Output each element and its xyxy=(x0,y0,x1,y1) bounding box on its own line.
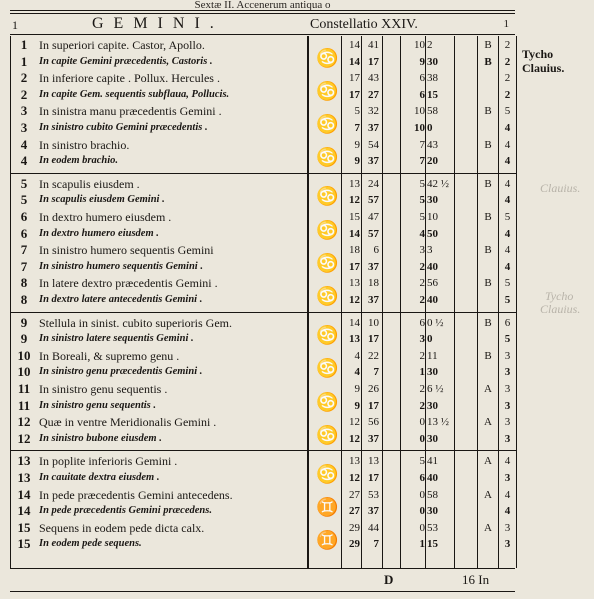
cell-latmin: 10 xyxy=(427,211,438,223)
cell-latdeg: 9 xyxy=(419,55,425,68)
cell-num: 9 xyxy=(20,314,28,330)
cell-num: 8 xyxy=(20,292,28,307)
cell-num: 12 xyxy=(17,430,31,446)
cell-num: 1 xyxy=(20,53,28,69)
zodiac-sign-icon: ♋ xyxy=(316,286,339,306)
cell-deg: 9 xyxy=(354,399,360,412)
cell-num: 2 xyxy=(20,86,28,102)
cell-latmin: 42 ½ xyxy=(427,177,449,190)
cell-dir: A xyxy=(484,488,492,501)
cell-latmin: 40 xyxy=(427,294,438,306)
cell-mag: 3 xyxy=(504,521,511,534)
cell-num: 1 xyxy=(20,37,28,52)
cell-min: 24 xyxy=(368,177,379,190)
cell-min: 37 xyxy=(368,155,379,168)
cell-desc: In sinistro latere sequentis Gemini . xyxy=(39,333,194,345)
cell-latdeg: 5 xyxy=(419,455,425,468)
cell-min: 47 xyxy=(368,211,379,223)
table-row xyxy=(11,399,516,413)
cell-mag: 4 xyxy=(504,505,511,518)
cell-deg: 14 xyxy=(349,316,360,329)
cell-latmin: 30 xyxy=(427,194,438,207)
cell-deg: 9 xyxy=(354,138,360,151)
cell-desc: In sinistro cubito Gemini præcedentis . xyxy=(39,122,208,133)
cell-min: 32 xyxy=(368,105,379,118)
cell-num: 11 xyxy=(17,381,31,396)
cell-latdeg: 0 xyxy=(419,416,425,429)
table-row xyxy=(11,260,516,274)
cell-deg: 7 xyxy=(354,122,360,134)
cell-latmin: 0 xyxy=(427,122,433,134)
cell-latdeg: 4 xyxy=(419,227,425,240)
cell-mag: 4 xyxy=(504,260,511,273)
cell-desc: Stellula in sinist. cubito superioris Gem. xyxy=(39,315,232,330)
table-row xyxy=(11,55,516,69)
cell-mag: 3 xyxy=(504,383,511,395)
margin-note-tycho: Tycho xyxy=(522,47,554,61)
cell-num: 14 xyxy=(17,486,31,502)
cell-min: 7 xyxy=(373,538,379,551)
cell-dir: B xyxy=(484,55,492,68)
table-row xyxy=(11,71,516,85)
cell-num: 15 xyxy=(17,536,31,552)
cell-deg: 12 xyxy=(349,432,360,445)
cell-latmin: 38 xyxy=(427,72,438,85)
cell-min: 17 xyxy=(368,399,379,412)
cell-dir: B xyxy=(484,138,492,151)
cell-deg: 12 xyxy=(349,472,360,484)
table-row xyxy=(11,537,516,551)
cell-mag: 5 xyxy=(504,294,511,306)
cell-min: 18 xyxy=(368,277,379,290)
cell-dir: A xyxy=(484,416,492,429)
margin-note-clauius: Clauius. xyxy=(522,61,565,75)
cell-deg: 14 xyxy=(349,39,360,51)
zodiac-sign-icon: ♋ xyxy=(316,252,339,273)
cell-desc: Sequens in eodem pede dicta calx. xyxy=(39,520,205,535)
cell-min: 7 xyxy=(373,366,379,379)
page-footer xyxy=(10,568,515,592)
cell-min: 10 xyxy=(368,316,379,329)
cell-desc: In dextro latere antecedentis Gemini . xyxy=(39,294,203,305)
cell-num: 6 xyxy=(20,209,28,224)
table-row xyxy=(11,432,516,446)
cell-desc: In sinistro genu sequentis . xyxy=(39,382,168,396)
cell-deg: 13 xyxy=(349,333,360,346)
cell-num: 13 xyxy=(17,453,31,469)
table-row xyxy=(11,243,516,257)
cell-latmin: 53 xyxy=(427,521,438,534)
margin-note-tycho: Tycho xyxy=(545,289,574,303)
cell-latdeg: 5 xyxy=(419,194,425,207)
cell-desc: In inferiore capite . Pollux. Hercules . xyxy=(39,71,220,86)
cell-latdeg: 5 xyxy=(419,211,425,223)
cell-latmin: 3 xyxy=(427,244,433,257)
cell-desc: In poplite inferioris Gemini . xyxy=(39,454,178,469)
cell-latdeg: 10 xyxy=(414,39,425,51)
cell-min: 53 xyxy=(368,488,379,501)
cell-latdeg: 0 xyxy=(419,488,425,501)
cell-num: 5 xyxy=(20,192,28,208)
table-row xyxy=(11,454,516,468)
cell-latmin: 43 xyxy=(427,138,438,151)
cell-dir: A xyxy=(484,521,492,534)
cell-desc: In eodem pede sequens. xyxy=(39,538,142,550)
cell-min: 37 xyxy=(368,505,379,518)
table-row xyxy=(11,210,516,224)
zodiac-sign-icon: ♋ xyxy=(316,186,339,207)
cell-latmin: 58 xyxy=(427,488,438,501)
cell-num: 10 xyxy=(17,364,31,380)
cell-num: 3 xyxy=(20,103,28,119)
cell-deg: 12 xyxy=(349,416,360,429)
group-separator xyxy=(11,450,516,451)
cell-deg: 9 xyxy=(354,155,360,168)
table-row xyxy=(11,193,516,207)
cell-latdeg: 7 xyxy=(419,155,425,168)
cell-latmin: 56 xyxy=(427,277,438,290)
cell-deg: 29 xyxy=(349,538,360,551)
table-row xyxy=(11,38,516,52)
cell-mag: 5 xyxy=(504,333,511,346)
cell-dir: B xyxy=(484,211,492,223)
table-row xyxy=(11,177,516,191)
cell-num: 6 xyxy=(20,225,28,241)
cell-desc: In capite Gemini præcedentis, Castoris . xyxy=(39,55,213,67)
cell-latmin: 58 xyxy=(427,105,438,118)
cell-latmin: 30 xyxy=(427,366,438,379)
cell-desc: In sinistro genu sequentis . xyxy=(39,399,156,411)
zodiac-sign-icon: ♋ xyxy=(316,464,339,484)
table-row xyxy=(11,276,516,290)
cell-deg: 17 xyxy=(349,260,360,273)
group-separator xyxy=(11,312,516,313)
zodiac-sign-icon: ♋ xyxy=(316,391,339,412)
constellation-name: GEMINI. xyxy=(92,15,224,32)
cell-num: 12 xyxy=(17,414,31,430)
cell-num: 14 xyxy=(17,503,31,519)
cell-mag: 4 xyxy=(504,227,511,240)
cell-deg: 9 xyxy=(354,383,360,395)
cell-min: 57 xyxy=(368,227,379,240)
cell-min: 17 xyxy=(368,55,379,68)
table-row xyxy=(11,293,516,307)
cell-deg: 4 xyxy=(354,366,360,379)
cell-mag: 3 xyxy=(504,416,511,429)
zodiac-sign-icon: ♋ xyxy=(316,47,339,68)
cell-min: 41 xyxy=(368,39,379,51)
cell-min: 6 xyxy=(373,244,379,257)
cell-mag: 2 xyxy=(504,39,511,51)
constellation-number: Constellatio XXIV. xyxy=(310,17,418,32)
cell-latmin: 0 xyxy=(427,333,433,346)
cell-desc: In sinistro genu præcedentis Gemini . xyxy=(39,366,203,378)
cell-num: 8 xyxy=(20,275,28,291)
cell-deg: 29 xyxy=(349,521,360,534)
table-row xyxy=(11,365,516,379)
running-head: Sextæ II. Accenerum antiqua o xyxy=(10,0,515,11)
cell-latdeg: 3 xyxy=(419,333,425,346)
cell-latdeg: 7 xyxy=(419,138,425,151)
cell-latmin: 6 ½ xyxy=(427,383,444,395)
cell-latdeg: 0 xyxy=(419,432,425,445)
table-row xyxy=(11,332,516,346)
zodiac-sign-icon: ♋ xyxy=(316,358,339,379)
table-row xyxy=(11,121,516,135)
cell-latdeg: 5 xyxy=(419,177,425,190)
cell-deg: 27 xyxy=(349,505,360,518)
zodiac-sign-icon: ♋ xyxy=(316,147,339,168)
cell-latdeg: 2 xyxy=(419,277,425,290)
cell-latdeg: 2 xyxy=(419,349,425,362)
cell-min: 22 xyxy=(368,349,379,362)
table-row xyxy=(11,138,516,152)
table-row xyxy=(11,488,516,502)
cell-latmin: 50 xyxy=(427,227,438,240)
table-row xyxy=(11,521,516,535)
cell-min: 56 xyxy=(368,416,379,429)
cell-num: 13 xyxy=(17,470,31,485)
cell-desc: Quæ in ventre Meridionalis Gemini . xyxy=(39,415,217,430)
cell-deg: 13 xyxy=(349,177,360,190)
zodiac-sign-icon: ♋ xyxy=(316,219,339,240)
cell-latmin: 15 xyxy=(427,538,438,551)
zodiac-sign-icon: ♊ xyxy=(316,530,339,551)
cell-num: 7 xyxy=(20,258,28,274)
cell-mag: 3 xyxy=(504,399,511,412)
table-row xyxy=(11,349,516,363)
margin-note-clauius: Clauius. xyxy=(540,181,581,195)
cell-dir: B xyxy=(484,244,492,257)
cell-latdeg: 6 xyxy=(419,472,425,484)
cell-desc: In superiori capite. Castor, Apollo. xyxy=(39,38,205,52)
cell-min: 27 xyxy=(368,88,379,101)
table-row xyxy=(11,104,516,118)
cell-latmin: 20 xyxy=(427,155,438,168)
cell-latmin: 40 xyxy=(427,260,438,273)
cell-latdeg: 6 xyxy=(419,316,425,329)
cell-min: 37 xyxy=(368,260,379,273)
table-row xyxy=(11,382,516,396)
star-catalogue-table xyxy=(10,36,517,568)
cell-deg: 14 xyxy=(349,227,360,240)
cell-latdeg: 10 xyxy=(414,122,425,134)
margin-note-clauius: Clauius. xyxy=(540,302,581,316)
cell-num: 10 xyxy=(17,347,31,363)
cell-latdeg: 6 xyxy=(419,72,425,85)
cell-latdeg: 2 xyxy=(419,399,425,412)
cell-min: 17 xyxy=(368,333,379,346)
cell-latdeg: 1 xyxy=(419,366,425,379)
cell-desc: In sinistro brachio. xyxy=(39,137,130,152)
cell-desc: In pede præcedentis Gemini præcedens. xyxy=(39,505,212,517)
cell-min: 17 xyxy=(368,472,379,484)
cell-mag: 3 xyxy=(504,432,511,445)
cell-mag: 2 xyxy=(504,88,511,101)
cell-desc: In sinistro humero sequentis Gemini . xyxy=(39,260,203,272)
cell-deg: 12 xyxy=(349,194,360,207)
zodiac-sign-icon: ♊ xyxy=(316,497,339,518)
cell-mag: 4 xyxy=(504,455,511,468)
catchword: 16 In xyxy=(462,572,490,587)
cell-min: 57 xyxy=(368,194,379,207)
cell-latdeg: 10 xyxy=(414,105,425,118)
cell-min: 54 xyxy=(368,138,379,151)
cell-mag: 5 xyxy=(504,211,511,223)
cell-latmin: 30 xyxy=(427,55,438,68)
header-left-number: 1 xyxy=(12,18,18,32)
cell-latdeg: 1 xyxy=(419,538,425,551)
cell-dir: A xyxy=(484,383,492,395)
cell-deg: 18 xyxy=(349,244,360,257)
cell-deg: 13 xyxy=(349,277,360,290)
cell-mag: 3 xyxy=(504,349,511,362)
cell-latmin: 30 xyxy=(427,505,438,518)
cell-desc: In sinistra manu præcedentis Gemini . xyxy=(39,104,222,119)
cell-num: 11 xyxy=(17,397,31,413)
cell-desc: In dextro humero eiusdem . xyxy=(39,227,159,239)
cell-mag: 4 xyxy=(504,194,511,207)
cell-latdeg: 6 xyxy=(419,88,425,101)
cell-latmin: 41 xyxy=(427,455,438,468)
cell-min: 13 xyxy=(368,455,379,468)
cell-desc: In dextro humero eiusdem . xyxy=(39,210,172,224)
cell-mag: 6 xyxy=(504,316,511,329)
group-separator xyxy=(11,173,516,174)
cell-latdeg: 0 xyxy=(419,505,425,518)
cell-latdeg: 3 xyxy=(419,244,425,257)
cell-num: 2 xyxy=(20,70,28,86)
cell-num: 4 xyxy=(20,153,28,169)
cell-deg: 13 xyxy=(349,455,360,468)
cell-latdeg: 2 xyxy=(419,294,425,306)
zodiac-sign-icon: ♋ xyxy=(316,80,339,101)
cell-dir: B xyxy=(484,277,492,290)
cell-dir: B xyxy=(484,349,492,362)
cell-mag: 4 xyxy=(504,122,511,134)
cell-deg: 4 xyxy=(354,349,360,362)
cell-dir: A xyxy=(484,455,492,468)
table-row xyxy=(11,504,516,518)
cell-min: 44 xyxy=(368,521,379,534)
cell-mag: 4 xyxy=(504,155,511,168)
cell-num: 7 xyxy=(20,242,28,258)
cell-desc: In pede præcedentis Gemini antecedens. xyxy=(39,487,233,502)
cell-min: 43 xyxy=(368,72,379,85)
cell-num: 4 xyxy=(20,136,28,152)
zodiac-sign-icon: ♋ xyxy=(316,424,339,445)
cell-num: 15 xyxy=(17,519,31,535)
cell-mag: 5 xyxy=(504,277,511,290)
cell-mag: 5 xyxy=(504,105,511,118)
cell-min: 37 xyxy=(368,294,379,306)
cell-desc: In eodem brachio. xyxy=(39,155,119,167)
cell-deg: 12 xyxy=(349,294,360,306)
cell-latmin: 11 xyxy=(427,349,438,362)
cell-latdeg: 2 xyxy=(419,383,425,395)
cell-latmin: 0 ½ xyxy=(427,316,444,329)
table-row xyxy=(11,227,516,241)
cell-min: 37 xyxy=(368,122,379,134)
cell-desc: In latere dextro præcedentis Gemini . xyxy=(39,276,218,291)
cell-mag: 4 xyxy=(504,138,511,151)
cell-desc: In scapulis eiusdem Gemini . xyxy=(39,194,165,206)
cell-mag: 3 xyxy=(504,472,511,484)
cell-mag: 4 xyxy=(504,244,511,257)
cell-mag: 3 xyxy=(504,538,511,551)
signature-letter: D xyxy=(384,572,394,587)
cell-latdeg: 0 xyxy=(419,521,425,534)
cell-desc: In capite Gem. sequentis subflaua, Pollucis. xyxy=(39,88,230,100)
cell-deg: 27 xyxy=(349,488,360,501)
cell-deg: 17 xyxy=(349,72,360,85)
table-header xyxy=(10,13,515,35)
cell-num: 3 xyxy=(20,120,28,135)
cell-latmin: 40 xyxy=(427,472,438,484)
cell-dir: B xyxy=(484,316,492,329)
cell-dir: B xyxy=(484,105,492,118)
table-row xyxy=(11,88,516,102)
cell-deg: 14 xyxy=(349,55,360,68)
cell-latdeg: 2 xyxy=(419,260,425,273)
cell-deg: 15 xyxy=(349,211,360,223)
cell-desc: In Boreali, & supremo genu . xyxy=(39,348,180,363)
table-row xyxy=(11,415,516,429)
cell-num: 9 xyxy=(20,331,28,347)
header-right-number: 1 xyxy=(503,18,509,30)
cell-deg: 17 xyxy=(349,88,360,101)
cell-latmin: 30 xyxy=(427,432,438,445)
table-row xyxy=(11,316,516,330)
cell-latmin: 15 xyxy=(427,88,438,101)
cell-desc: In cauitate dextra eiusdem . xyxy=(39,472,160,483)
cell-mag: 3 xyxy=(504,366,511,379)
cell-min: 37 xyxy=(368,432,379,445)
cell-mag: 4 xyxy=(504,177,511,190)
table-row xyxy=(11,471,516,485)
cell-dir: B xyxy=(484,177,492,190)
cell-mag: 4 xyxy=(504,488,511,501)
cell-mag: 2 xyxy=(504,55,511,68)
cell-deg: 5 xyxy=(354,105,360,118)
cell-latmin: 30 xyxy=(427,399,438,412)
cell-mag: 2 xyxy=(504,72,511,85)
table-row xyxy=(11,154,516,168)
zodiac-sign-icon: ♋ xyxy=(316,114,339,134)
cell-desc: In sinistro humero sequentis Gemini xyxy=(39,243,214,258)
cell-desc: In sinistro bubone eiusdem . xyxy=(39,432,162,444)
cell-desc: In scapulis eiusdem . xyxy=(39,176,140,191)
cell-latmin: 2 xyxy=(427,39,433,51)
cell-num: 5 xyxy=(20,175,28,191)
cell-min: 26 xyxy=(368,383,379,395)
cell-latmin: 13 ½ xyxy=(427,416,449,429)
cell-dir: B xyxy=(484,39,492,51)
zodiac-sign-icon: ♋ xyxy=(316,325,339,346)
